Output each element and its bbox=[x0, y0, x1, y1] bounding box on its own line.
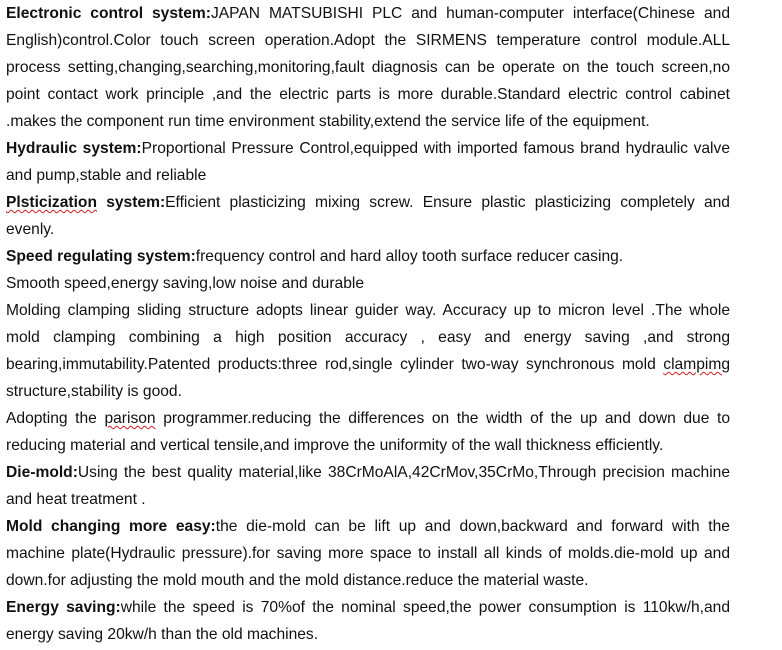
body-hydraulic: Proportional Pressure Control,equipped with imported famous brand hydraulic valve and pump,stable and reliable bbox=[6, 140, 730, 184]
paragraph-parison bbox=[6, 405, 730, 459]
body-mold-clamping-a: Molding clamping sliding structure adopts linear guider way. Accuracy up to micron level .The whole mold clamping combining a high position accuracy , easy and energy saving ,and strong bearing,immutability.Patented products:three rod,single cylinder two-way synchronous mold bbox=[6, 302, 730, 373]
heading-electronic-control: Electronic control system: bbox=[6, 5, 211, 22]
heading-energy-saving: Energy saving: bbox=[6, 599, 121, 616]
body-smooth-speed: Smooth speed,energy saving,low noise and durable bbox=[6, 275, 365, 292]
paragraph-electronic-control bbox=[6, 0, 730, 135]
body-energy-saving: while the speed is 70%of the nominal speed,the power consumption is 110kw/h,and energy saving 20kw/h than the old machines. bbox=[6, 599, 730, 643]
paragraph-energy-saving bbox=[6, 594, 730, 648]
heading-mold-changing: Mold changing more easy: bbox=[6, 518, 216, 535]
paragraph-mold-changing bbox=[6, 513, 730, 594]
spec-document bbox=[6, 0, 730, 648]
body-speed-regulating: frequency control and hard alloy tooth surface reducer casing. bbox=[195, 248, 624, 265]
body-parison-b: programmer.reducing the differences on the width of the up and down due to reducing material and vertical tensile,and improve the uniformity of the wall thickness efficiently. bbox=[6, 410, 730, 454]
paragraph-mold-clamping bbox=[6, 297, 730, 405]
body-parison-a: Adopting the bbox=[6, 410, 105, 427]
paragraph-speed-regulating bbox=[6, 243, 730, 270]
body-mold-changing: the die-mold can be lift up and down,backward and forward with the machine plate(Hydraulic pressure).for saving more space to install all kinds of molds.die-mold up and down.for adjusting the mold mouth and the mold distance.reduce the material waste. bbox=[6, 518, 730, 589]
heading-speed-regulating: Speed regulating system: bbox=[6, 248, 196, 265]
word-clampimg-misspelled: clampimg bbox=[663, 356, 730, 373]
heading-plasticization-rest: system: bbox=[96, 194, 166, 211]
heading-hydraulic: Hydraulic system: bbox=[6, 140, 142, 157]
word-parison-flagged: parison bbox=[104, 410, 156, 427]
body-die-mold: Using the best quality material,like 38CrMoAlA,42CrMov,35CrMo,Through precision machine and heat treatment . bbox=[6, 464, 730, 508]
paragraph-plasticization bbox=[6, 189, 730, 243]
paragraph-die-mold bbox=[6, 459, 730, 513]
body-plasticization: Efficient plasticizing mixing screw. Ensure plastic plasticizing completely and evenly. bbox=[6, 194, 730, 238]
paragraph-hydraulic bbox=[6, 135, 730, 189]
body-electronic-control: JAPAN MATSUBISHI PLC and human-computer interface(Chinese and English)control.Color touch screen operation.Adopt the SIRMENS temperature control module.ALL process setting,changing,searching,monitoring,fault diagnosis can be operate on the touch screen,no point contact work principle ,and the electric parts is more durable.Standard electric control cabinet .makes the component run time environment stability,extend the service life of the equipment. bbox=[6, 5, 730, 130]
paragraph-smooth-speed bbox=[6, 270, 730, 297]
heading-plasticization-misspelled: Plsticization bbox=[6, 194, 97, 211]
heading-die-mold: Die-mold: bbox=[6, 464, 78, 481]
body-mold-clamping-b: structure,stability is good. bbox=[6, 383, 182, 400]
